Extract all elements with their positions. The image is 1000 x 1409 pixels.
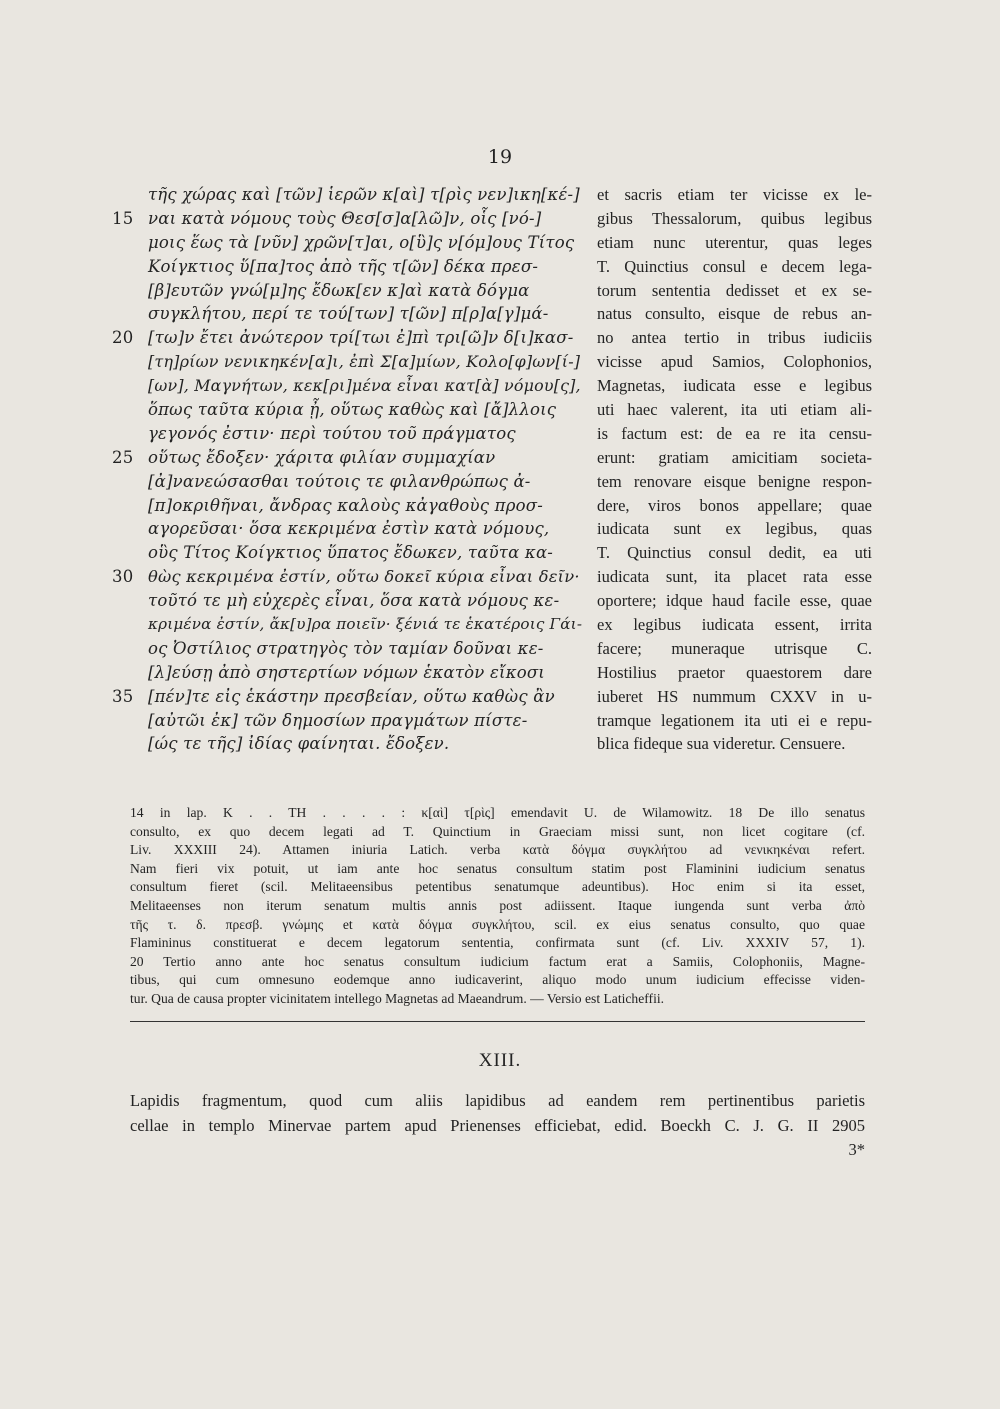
line-number: 35	[112, 686, 134, 706]
greek-line-text: κριμένα ἐστίν, ἄκ[υ]ρα ποιεῖν· ξένιά τε ἑκατέροις Γάι-	[148, 615, 583, 634]
greek-line	[112, 326, 580, 350]
greek-line-text: συγκλήτου, περί τε τού[των] τ[ῶν] π[ρ]α[γ]μά-	[148, 304, 549, 324]
greek-line-text: τοῦτό τε μὴ εὐχερὲς εἶναι, ὅσα κατὰ νόμους κε-	[148, 591, 560, 611]
greek-line	[112, 565, 580, 589]
greek-line	[130, 470, 580, 494]
greek-line	[130, 637, 580, 661]
greek-line	[130, 279, 580, 303]
greek-line-text: γεγονός ἐστιν· περὶ τούτου τοῦ πράγματος	[148, 423, 516, 443]
section-intro	[130, 1088, 865, 1138]
greek-line	[130, 494, 580, 518]
greek-line	[130, 302, 580, 326]
greek-line-text: [τω]ν ἔτει ἀνώτερον τρί[τωι ἐ]πὶ τρι[ῶ]ν δ[ι]κασ-	[148, 328, 574, 348]
footnote-line: Melitaeenses non iterum senatum multis annis post adiissent. Itaque iungenda sunt verba ἀπὸ	[130, 897, 865, 913]
intro-line: Lapidis fragmentum, quod cum aliis lapidibus ad eandem rem pertinentibus parietis	[130, 1091, 865, 1110]
latin-line: no antea tertio in tribus iudiciis	[597, 328, 872, 348]
section-title: XIII.	[478, 1050, 522, 1071]
section-divider	[130, 1021, 865, 1022]
latin-line: is factum est: de ea re ita censu-	[597, 423, 872, 443]
greek-line-text: μοις ἕως τὰ [νῦν] χρῶν[τ]αι, ο[ὓ]ς ν[όμ]ους Τίτος	[148, 232, 575, 252]
footnote-line: τῆς τ. δ. πρεσβ. γνώμης et κατὰ δόγμα συγκλήτου, scil. ex eius senatus consulto, quo quae	[130, 916, 865, 932]
greek-line	[130, 613, 583, 637]
greek-line	[130, 709, 580, 733]
greek-line-text: [ἀ]νανεώσασθαι τούτοις τε φιλανθρώπως ἀ-	[148, 471, 531, 491]
greek-line-text: αγορεῦσαι· ὅσα κεκριμένα ἐστὶν κατὰ νόμους,	[148, 519, 550, 539]
latin-line: tramque legationem ita uti ei e repu-	[597, 710, 872, 730]
footnote-line: consulto, ex quo decem legati ad T. Quinctium in Graeciam missi sunt, non licet cogitare (cf.	[130, 823, 865, 839]
greek-line-text: ὅπως ταῦτα κύρια ᾖ, οὕτως καθὼς καὶ [ἄ]λλοις	[148, 400, 557, 420]
latin-line: Hostilius praetor quaestorem dare	[597, 662, 872, 682]
latin-line: oportere; idque haud facile esse, quae	[597, 591, 872, 611]
line-number: 25	[112, 447, 134, 467]
latin-line: uti haec valerent, ita uti etiam ali-	[597, 400, 872, 420]
latin-line: etiam nunc uterentur, quas leges	[597, 232, 872, 252]
printer-signature-mark: 3*	[848, 1140, 865, 1159]
greek-line-text: [τη]ρίων νενικηκέν[α]ι, ἐπὶ Σ[α]μίων, Κολο[φ]ων[ί-]	[148, 352, 581, 372]
greek-line	[112, 207, 580, 231]
greek-line	[130, 422, 580, 446]
greek-inscription-text	[112, 183, 583, 756]
latin-translation-text	[597, 183, 872, 756]
intro-line: cellae in templo Minervae partem apud Prienenses efficiebat, edid. Boeckh C. J. G. II 2905	[130, 1116, 865, 1135]
line-number: 30	[112, 567, 134, 587]
greek-line-text: θὼς κεκριμένα ἐστίν, οὕτω δοκεῖ κύρια εἶναι δεῖν·	[148, 567, 580, 587]
greek-line	[130, 350, 580, 374]
greek-line-text: ος Ὀστίλιος στρατηγὸς τὸν ταμίαν δοῦναι κε-	[148, 638, 544, 658]
latin-line: T. Quinctius consul dedit, ea uti	[597, 543, 872, 563]
latin-line: iudicata sunt, ita placet rata esse	[597, 567, 872, 587]
greek-line	[130, 732, 580, 756]
latin-line: iudicata sunt ex legibus, quas	[597, 519, 872, 539]
latin-line: et sacris etiam ter vicisse ex le-	[597, 185, 872, 204]
greek-line	[130, 231, 580, 255]
footnote-line: Liv. XXXIII 24). Attamen iniuria Latich. verba κατὰ δόγμα συγκλήτου ad νενικηκέναι refert.	[130, 842, 865, 858]
latin-line: iuberet HS nummum CXXV in u-	[597, 686, 872, 706]
greek-line	[130, 183, 580, 207]
greek-line-text: [αὐτῶι ἐκ] τῶν δημοσίων πραγμάτων πίστε-	[148, 710, 528, 730]
greek-line-text: [λ]εύσῃ ἀπὸ σηστερτίων νόμων ἑκατὸν εἴκοσι	[148, 662, 545, 682]
footnote-line: tibus, qui cum omnesuno eodemque anno iudicaverint, aliquo modo unum iudicium effecisse viden-	[130, 972, 865, 988]
latin-line: torum sententia dedisset et ex se-	[597, 280, 872, 300]
latin-line: Magnetas, iudicata esse e legibus	[597, 376, 872, 396]
latin-line: facere; muneraque utrisque C.	[597, 638, 872, 658]
footnote-line: Nam fieri vix potuit, ut iam ante hoc senatus consultum statim post Flaminini iudicium senatus	[130, 860, 865, 876]
latin-line: erunt: gratiam amicitiam societa-	[597, 447, 872, 467]
greek-line	[130, 374, 580, 398]
greek-line-text: [β]ευτῶν γνώ[μ]ης ἔδωκ[εν κ]αὶ κατὰ δόγμα	[148, 280, 530, 300]
line-number: 15	[112, 208, 134, 228]
greek-line	[130, 517, 580, 541]
greek-line-text: οὓς Τίτος Κοίγκτιος ὕπατος ἔδωκεν, ταῦτα κα-	[148, 543, 554, 563]
latin-line: dere, viros bonos appellare; quae	[597, 495, 872, 515]
latin-line: blica fideque sua videretur. Censuere.	[597, 734, 846, 754]
greek-line-text: [πέν]τε εἰς ἑκάστην πρεσβείαν, οὕτω καθὼς ἂν	[148, 686, 555, 706]
latin-line: natus consulto, eisque de rebus an-	[597, 304, 872, 324]
greek-line	[130, 661, 580, 685]
greek-line-text: [ώς τε τῆς] ἰδίας φαίνηται. ἔδοξεν.	[148, 734, 450, 754]
greek-line	[130, 255, 580, 279]
page-number: 19	[487, 146, 513, 168]
greek-line-text: [ων], Μαγνήτων, κεκ[ρι]μένα εἶναι κατ[ὰ] νόμου[ς],	[148, 376, 581, 396]
greek-line-text: ναι κατὰ νόμους τοὺς Θεσ[σ]α[λῶ]ν, οἷς [νό-]	[148, 208, 542, 228]
greek-line	[130, 589, 580, 613]
critical-apparatus	[130, 804, 865, 1009]
line-number: 20	[112, 328, 134, 348]
greek-line	[130, 398, 580, 422]
greek-line	[112, 685, 580, 709]
latin-line: T. Quinctius consul e decem lega-	[597, 256, 872, 276]
greek-line	[112, 446, 580, 470]
latin-line: tem renovare eisque benigne respon-	[597, 471, 872, 491]
latin-line: gibus Thessalorum, quibus legibus	[597, 208, 872, 228]
latin-line: ex legibus iudicata essent, irrita	[597, 615, 872, 635]
footnote-line: Flamininus constituerat e decem legatorum sententia, confirmata sunt (cf. Liv. XXXIV 57, 1).	[130, 935, 865, 951]
greek-line-text: Κοίγκτιος ὕ[πα]τος ἀπὸ τῆς τ[ῶν] δέκα πρεσ-	[148, 256, 539, 276]
greek-line-text: [π]οκριθῆναι, ἄνδρας καλοὺς κἀγαθοὺς προσ-	[148, 495, 543, 515]
footnote-line: tur. Qua de causa propter vicinitatem intellego Magnetas ad Maeandrum. — Versio est Laticheffii.	[130, 990, 665, 1006]
footnote-line: 20 Tertio anno ante hoc senatus consultum iudicium factum erat a Samiis, Colophoniis, Magne-	[130, 953, 865, 969]
latin-line: vicisse apud Samios, Colophonios,	[597, 352, 872, 372]
greek-line	[130, 541, 580, 565]
footnote-line: consultum fieret (scil. Melitaeensibus petentibus senatumque adeuntibus). Hoc enim si ita esset,	[130, 879, 865, 895]
footnote-line: 14 in lap. Κ . . ΤΗ . . . . : κ[αὶ] τ[ρὶς] emendavit U. de Wilamowitz. 18 De illo senatus	[130, 805, 865, 820]
greek-line-text: τῆς χώρας καὶ [τῶν] ἱερῶν κ[αὶ] τ[ρὶς νεν]ικη[κέ-]	[148, 185, 580, 204]
greek-line-text: οὕτως ἔδοξεν· χάριτα φιλίαν συμμαχίαν	[148, 447, 496, 467]
